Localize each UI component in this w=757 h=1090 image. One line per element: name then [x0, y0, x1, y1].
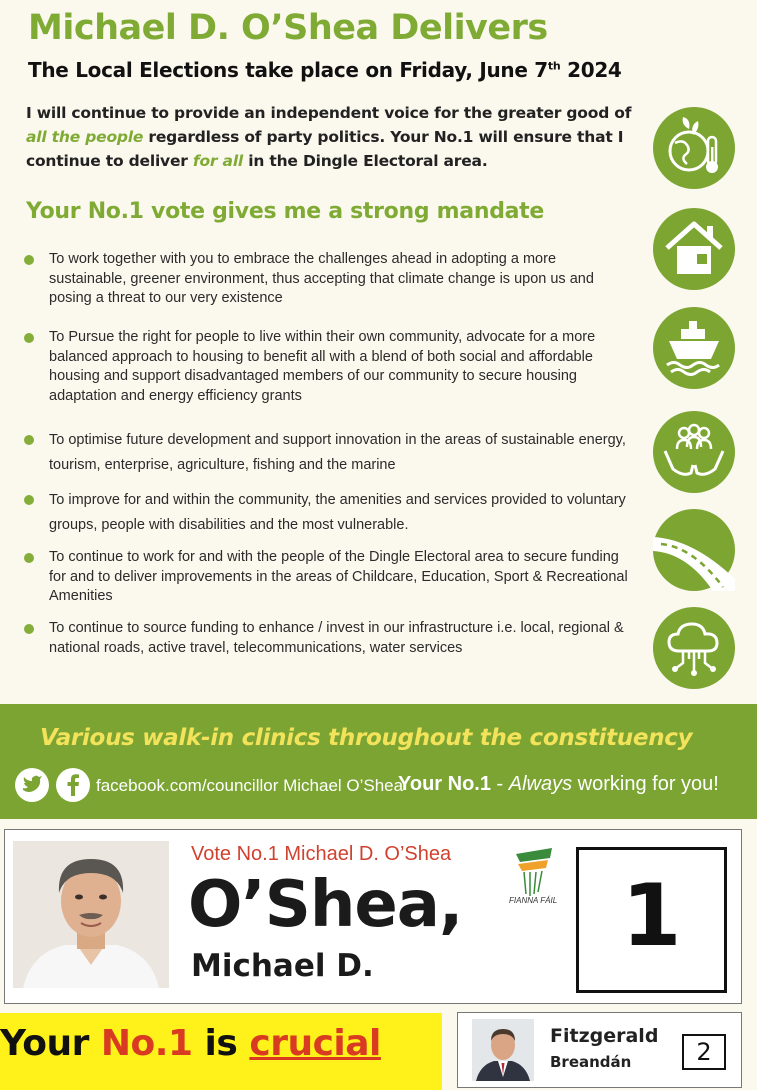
facebook-icon[interactable] [56, 768, 90, 802]
pledge-text: To continue to work for and with the people of the Dingle Electoral area to secure funding for and to deliver improvements in the areas of Childcare, Education, Sport & Recreational Amenities [49, 549, 628, 604]
house-icon [653, 208, 735, 290]
crucial-text [0, 1023, 381, 1064]
list-item [22, 488, 637, 538]
tagline-italic: Always [508, 773, 573, 795]
road-icon [653, 509, 735, 591]
ballot-panel [4, 829, 742, 1004]
second-candidate-surname: Fitzgerald [550, 1025, 659, 1047]
tagline-rest: working for you! [572, 773, 719, 795]
date-suffix: th [547, 59, 561, 73]
facebook-link[interactable]: facebook.com/councillor Michael O’Shea [96, 776, 404, 795]
second-candidate-panel [457, 1012, 742, 1088]
intro-text-2: regardless of party politics. Your No.1 will ensure that I continue to deliver [26, 128, 624, 170]
tagline-bold: Your No.1 [398, 773, 491, 795]
clinics-text: Various walk-in clinics throughout the constituency [40, 725, 693, 751]
bullet-dot-icon [24, 255, 34, 265]
list-item [22, 619, 637, 658]
bullet-dot-icon [24, 333, 34, 343]
ship-icon [653, 307, 735, 389]
preference-number-1: 1 [621, 866, 682, 966]
preference-box-2: 2 [682, 1034, 726, 1070]
pledge-text: To improve for and within the community, the amenities and services provided to voluntary groups, people with disabilities and the most vulnerable. [49, 492, 626, 533]
list-item [22, 548, 637, 607]
bullet-dot-icon [24, 495, 34, 505]
party-name: FIANNA FÁIL [509, 896, 558, 905]
intro-emphasis-1: all the people [26, 128, 144, 146]
crucial-number: No.1 [100, 1023, 193, 1064]
bullet-dot-icon [24, 624, 34, 634]
clinics-banner [0, 704, 757, 819]
tagline [398, 773, 719, 796]
list-item [22, 250, 637, 309]
crucial-part-1: Your [0, 1023, 101, 1064]
second-candidate-photo [472, 1019, 534, 1081]
election-date-text: The Local Elections take place on Friday, June 7 [28, 58, 548, 82]
preference-box-1 [576, 847, 727, 993]
cloud-network-icon [653, 607, 735, 689]
election-year: 2024 [560, 58, 622, 82]
intro-emphasis-2: for all [192, 152, 244, 170]
candidate-surname: O’Shea, [188, 868, 463, 942]
intro-text-3: in the Dingle Electoral area. [243, 152, 488, 170]
intro-text-1: I will continue to provide an independent voice for the greater good of [26, 104, 632, 122]
mandate-heading: Your No.1 vote gives me a strong mandate [26, 199, 545, 224]
second-candidate-forename: Breandán [550, 1053, 632, 1071]
list-item [22, 328, 637, 406]
election-date-line [28, 58, 622, 82]
community-hands-icon [653, 411, 735, 493]
candidate-forename: Michael D. [191, 948, 374, 984]
pledge-text: To Pursue the right for people to live within their own community, advocate for a more balanced approach to housing to benefit all with a blend of both social and affordable housing and support disadvantaged members of our community to secure housing adaptation and energy efficiency grants [49, 329, 596, 404]
intro-paragraph [26, 101, 646, 173]
pledge-text: To work together with you to embrace the challenges ahead in adopting a more sustainable, greener environment, thus accepting that climate change is upon us and posing a threat to our very existence [49, 251, 594, 306]
tagline-dash: - [490, 773, 509, 795]
bullet-dot-icon [24, 435, 34, 445]
bullet-dot-icon [24, 553, 34, 563]
twitter-icon[interactable] [15, 768, 49, 802]
page-title: Michael D. O’Shea Delivers [28, 8, 548, 48]
candidate-photo [13, 841, 169, 988]
pledge-text: To optimise future development and support innovation in the areas of sustainable energy, tourism, enterprise, agriculture, fishing and the marine [49, 432, 626, 473]
list-item [22, 428, 637, 478]
pledge-text: To continue to source funding to enhance / invest in our infrastructure i.e. local, regional & national roads, active travel, telecommunications, water services [49, 620, 624, 656]
crucial-banner [0, 1013, 442, 1090]
crucial-part-2: is [192, 1023, 250, 1064]
crucial-underlined: crucial [249, 1023, 381, 1064]
globe-thermometer-icon [653, 107, 735, 189]
vote-line: Vote No.1 Michael D. O’Shea [191, 843, 452, 865]
